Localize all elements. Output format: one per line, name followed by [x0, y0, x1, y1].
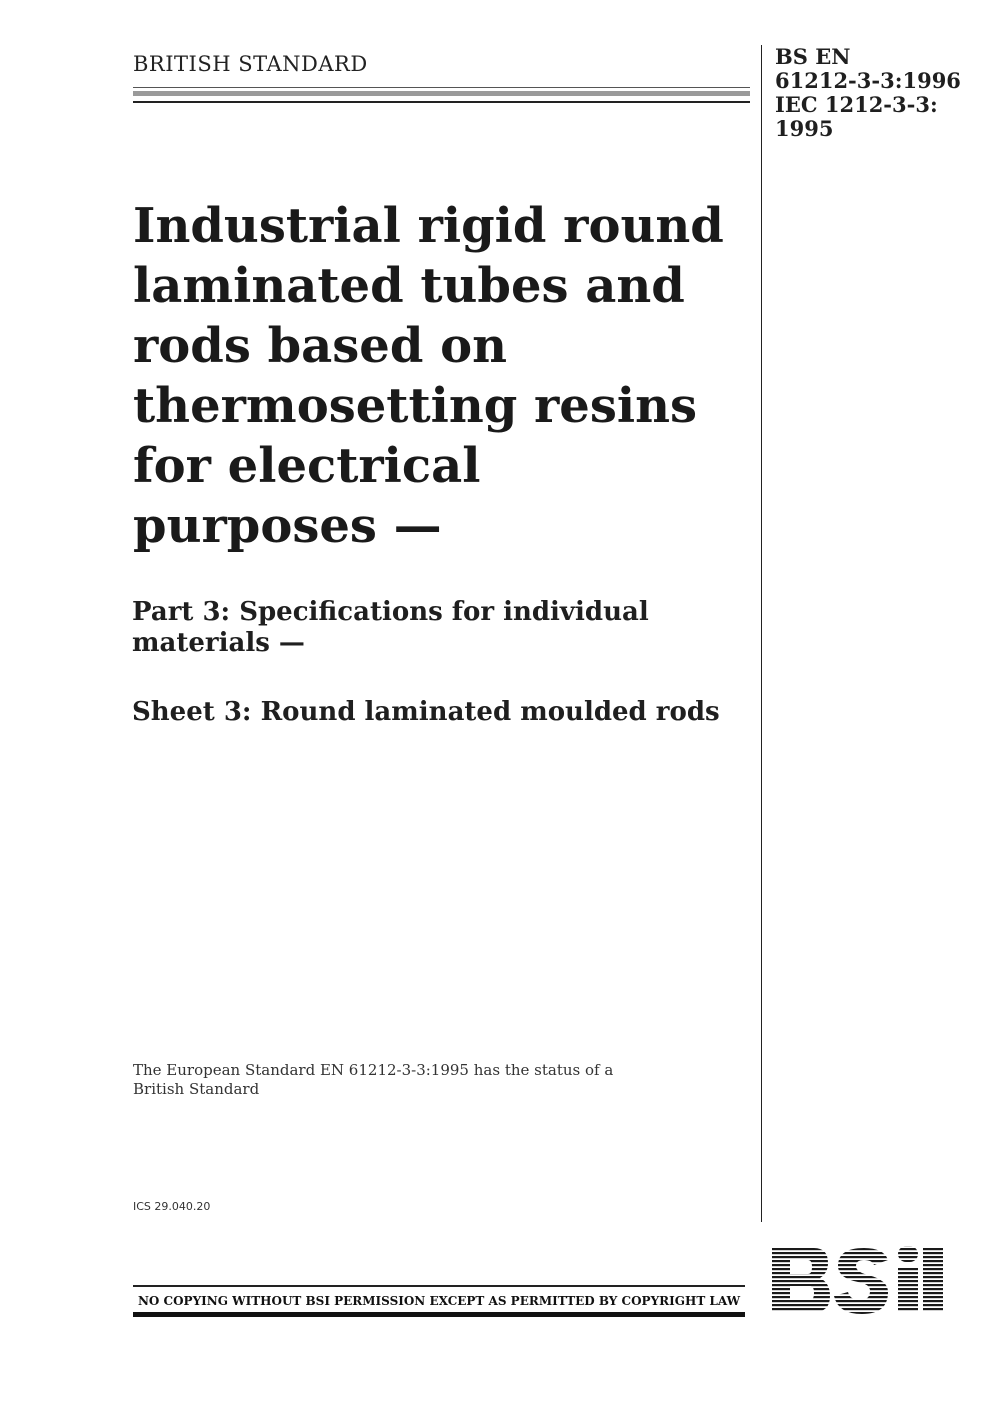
header-thin-rule — [133, 87, 750, 88]
document-title — [133, 196, 753, 556]
standard-number-line: IEC 1212-3-3: — [775, 92, 938, 117]
part-subtitle — [132, 597, 752, 659]
status-statement — [133, 1061, 653, 1099]
sheet-subtitle: Sheet 3: Round laminated moulded rods — [132, 697, 720, 727]
copyright-notice: NO COPYING WITHOUT BSI PERMISSION EXCEPT AS PERMITTED BY COPYRIGHT LAW — [137, 1294, 741, 1308]
header-grey-rule — [133, 91, 750, 96]
status-line: The European Standard EN 61212-3-3:1995 has the status of a — [133, 1061, 614, 1079]
status-line: British Standard — [133, 1080, 260, 1098]
standard-number-line: BS EN — [775, 44, 851, 69]
title-line: for electrical — [133, 438, 481, 494]
title-line: rods based on — [133, 318, 508, 374]
footer-top-rule — [133, 1285, 745, 1287]
title-line: purposes — — [133, 498, 442, 554]
header-black-rule — [133, 101, 750, 103]
ics-code: ICS 29.040.20 — [133, 1200, 211, 1213]
footer-bottom-rule — [133, 1312, 745, 1317]
standard-number-line: 61212-3-3:1996 — [775, 68, 961, 93]
title-line: Industrial rigid round — [133, 198, 724, 254]
title-line: thermosetting resins — [133, 378, 698, 434]
part-line: Part 3: Specifications for individual — [132, 597, 649, 627]
standard-number-line: 1995 — [775, 116, 834, 141]
part-line: materials — — [132, 628, 305, 658]
series-label: BRITISH STANDARD — [133, 52, 368, 76]
vertical-divider — [761, 45, 762, 1222]
bsi-logo-icon — [770, 1244, 945, 1316]
title-line: laminated tubes and — [133, 258, 685, 314]
standard-number-block — [775, 45, 985, 141]
